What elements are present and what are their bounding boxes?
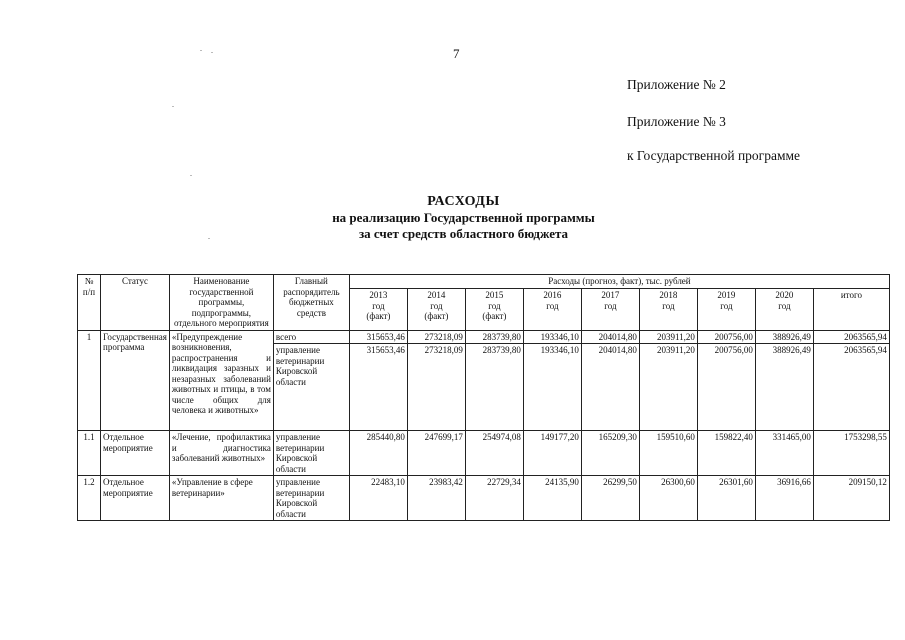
row-admin: управление ветеринарии Кировской области — [273, 476, 349, 521]
header-num: № п/п — [78, 275, 101, 331]
title-line-2: на реализацию Государственной программы — [332, 210, 595, 225]
value-cell: 159510,60 — [639, 431, 697, 476]
header-year-year: итого — [840, 290, 862, 301]
header-year-2017 — [581, 289, 639, 330]
value-cell: 22483,10 — [349, 476, 407, 521]
header-year-year: 2015 — [485, 290, 504, 301]
header-year-2014 — [407, 289, 465, 330]
header-year-unit: год — [430, 300, 443, 311]
value-cell: 193346,10 — [523, 330, 581, 344]
scan-speck — [208, 238, 210, 239]
value-cell: 193346,10 — [523, 344, 581, 431]
value-cell: 165209,30 — [581, 431, 639, 476]
row-num: 1.2 — [78, 476, 101, 521]
value-cell: 283739,80 — [465, 330, 523, 344]
page-number: 7 — [453, 46, 460, 61]
scan-speck — [190, 175, 192, 176]
value-cell: 254974,08 — [465, 431, 523, 476]
row-name: «Предупреждение возникновения, распространения и ликвидация заразных и незаразных заболеваний животных и птицы, в том числе общих для человека и животных» — [169, 330, 273, 431]
value-cell-total: 2063565,94 — [813, 344, 889, 431]
title-line-3: за счет средств областного бюджета — [358, 226, 569, 241]
row-name: «Управление в сфере ветеринарии» — [169, 476, 273, 521]
value-cell-total: 2063565,94 — [813, 330, 889, 344]
header-year-2019 — [697, 289, 755, 330]
header-year-total — [813, 289, 889, 330]
header-year-year: 2013 — [369, 290, 388, 301]
header-year-year: 2016 — [543, 290, 562, 301]
header-year-year: 2017 — [601, 290, 620, 301]
value-cell: 204014,80 — [581, 344, 639, 431]
value-cell: 331465,00 — [755, 431, 813, 476]
row-name: «Лечение, профилактика и диагностика заболеваний животных» — [169, 431, 273, 476]
row-admin: управление ветеринарии Кировской области — [273, 344, 349, 431]
appendix-line-3: к Государственной программе — [627, 148, 801, 163]
header-year-year: 2018 — [659, 290, 678, 301]
header-year-note: (факт) — [424, 311, 449, 322]
appendix-line-2: Приложение № 3 — [627, 114, 726, 129]
header-year-2016 — [523, 289, 581, 330]
scan-speck — [211, 52, 213, 53]
row-status: Государственная программа — [101, 330, 170, 431]
document-title — [0, 193, 905, 242]
header-year-unit: год — [604, 300, 617, 311]
value-cell: 283739,80 — [465, 344, 523, 431]
row-status: Отдельное мероприятие — [101, 431, 170, 476]
header-year-note: (факт) — [366, 311, 391, 322]
value-cell: 26301,60 — [697, 476, 755, 521]
value-cell: 273218,09 — [407, 330, 465, 344]
table-row — [78, 476, 890, 521]
value-cell: 388926,49 — [755, 344, 813, 431]
value-cell: 203911,20 — [639, 330, 697, 344]
appendix-line-1: Приложение № 2 — [627, 77, 726, 92]
value-cell: 200756,00 — [697, 344, 755, 431]
row-status: Отдельное мероприятие — [101, 476, 170, 521]
value-cell-total: 1753298,55 — [813, 431, 889, 476]
value-cell: 388926,49 — [755, 330, 813, 344]
header-expenses: Расходы (прогноз, факт), тыс. рублей — [349, 275, 889, 289]
value-cell: 203911,20 — [639, 344, 697, 431]
header-year-unit: год — [488, 300, 501, 311]
header-year-unit: год — [372, 300, 385, 311]
value-cell: 26299,50 — [581, 476, 639, 521]
value-cell: 247699,17 — [407, 431, 465, 476]
value-cell: 315653,46 — [349, 344, 407, 431]
table-row — [78, 431, 890, 476]
value-cell: 273218,09 — [407, 344, 465, 431]
header-year-unit: год — [778, 300, 791, 311]
header-year-year: 2019 — [717, 290, 736, 301]
header-year-2018 — [639, 289, 697, 330]
title-line-1: РАСХОДЫ — [427, 194, 500, 209]
value-cell: 26300,60 — [639, 476, 697, 521]
scan-speck — [200, 50, 202, 51]
value-cell: 159822,40 — [697, 431, 755, 476]
header-year-year: 2020 — [775, 290, 794, 301]
header-year-unit: год — [662, 300, 675, 311]
value-cell: 285440,80 — [349, 431, 407, 476]
expenses-table — [77, 274, 890, 521]
header-status: Статус — [101, 275, 170, 331]
row-num: 1 — [78, 330, 101, 431]
value-cell: 22729,34 — [465, 476, 523, 521]
value-cell: 149177,20 — [523, 431, 581, 476]
value-cell: 36916,66 — [755, 476, 813, 521]
value-cell: 315653,46 — [349, 330, 407, 344]
header-year-2015 — [465, 289, 523, 330]
header-year-2020 — [755, 289, 813, 330]
row-admin: управление ветеринарии Кировской области — [273, 431, 349, 476]
value-cell: 24135,90 — [523, 476, 581, 521]
value-cell: 200756,00 — [697, 330, 755, 344]
header-year-2013 — [349, 289, 407, 330]
header-name: Наименование государственной программы, подпрограммы, отдельного мероприятия — [169, 275, 273, 331]
value-cell: 204014,80 — [581, 330, 639, 344]
value-cell-total: 209150,12 — [813, 476, 889, 521]
row-admin: всего — [273, 330, 349, 344]
table-row — [78, 330, 890, 344]
row-num: 1.1 — [78, 431, 101, 476]
header-year-year: 2014 — [427, 290, 446, 301]
header-year-note: (факт) — [482, 311, 507, 322]
value-cell: 23983,42 — [407, 476, 465, 521]
header-admin: Главный распорядитель бюджетных средств — [273, 275, 349, 331]
header-year-unit: год — [720, 300, 733, 311]
header-year-unit: год — [546, 300, 559, 311]
scan-speck — [172, 106, 174, 107]
